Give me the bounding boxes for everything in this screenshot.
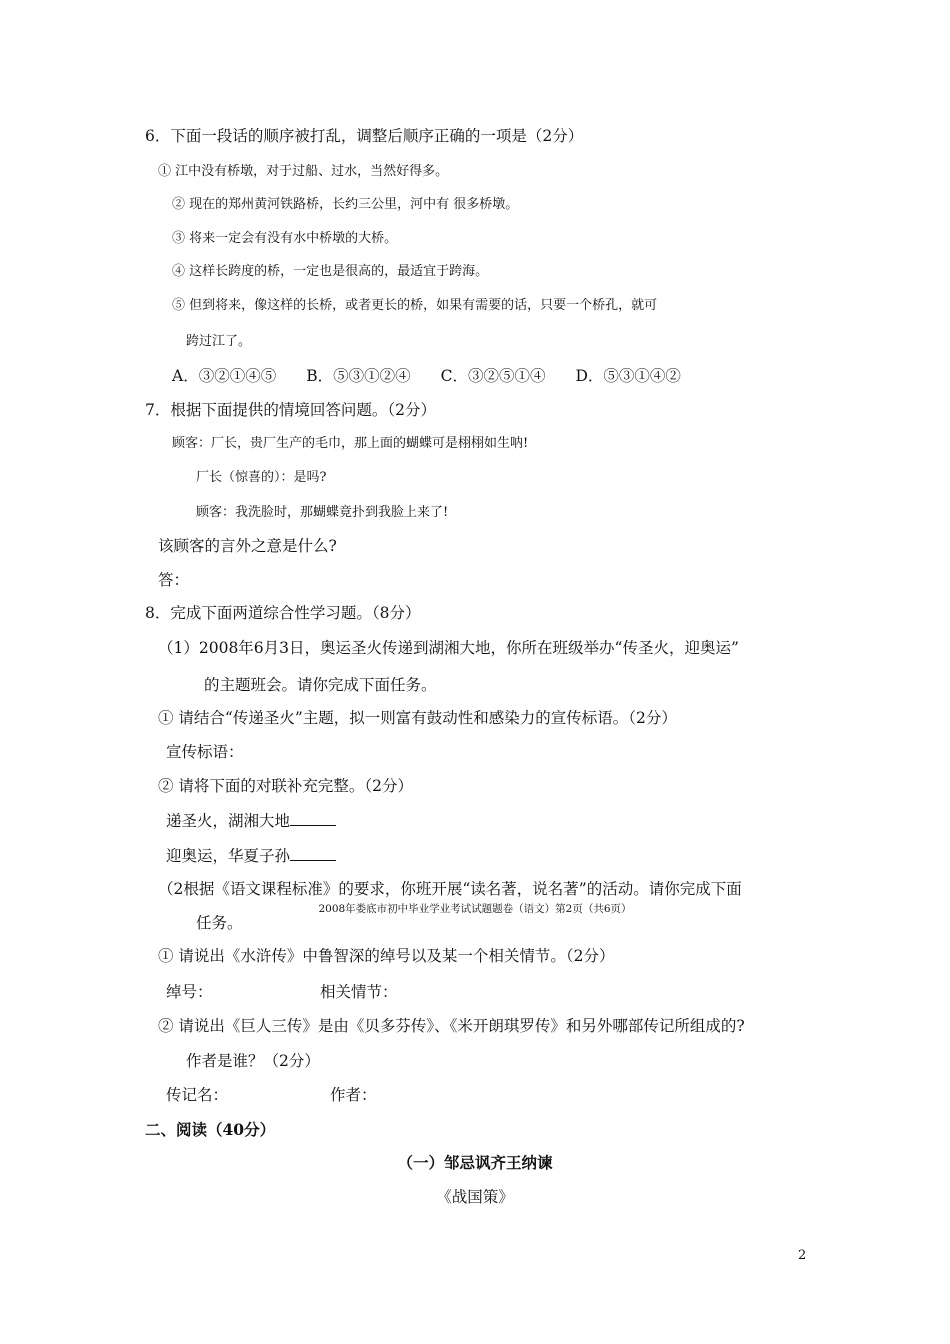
q8-task-4-cont: 作者是谁？（2分） bbox=[186, 1052, 320, 1070]
passage-title: （一）邹忌讽齐王纳谏 bbox=[397, 1153, 553, 1172]
page-number: 2 bbox=[798, 1248, 807, 1263]
q8-biography-label: 传记名： bbox=[166, 1086, 229, 1104]
q7-answer-label: 答： bbox=[158, 571, 190, 589]
q8-plot-label: 相关情节： bbox=[320, 983, 398, 1001]
q8-couplet-1-blank[interactable] bbox=[290, 811, 336, 826]
q7-stem: 7．根据下面提供的情境回答问题。（2分） bbox=[145, 401, 436, 419]
q8-task-2: ② 请将下面的对联补充完整。（2分） bbox=[158, 777, 414, 795]
q7-question: 该顾客的言外之意是什么? bbox=[158, 537, 337, 555]
q8-part1-intro: （1）2008年6月3日，奥运圣火传递到湖湘大地，你所在班级举办“传圣火，迎奥运” bbox=[158, 639, 739, 657]
q6-stem: 6．下面一段话的顺序被打乱，调整后顺序正确的一项是（2分） bbox=[145, 127, 584, 145]
q7-dialogue-1: 顾客：厂长，贵厂生产的毛巾，那上面的蝴蝶可是栩栩如生呐! bbox=[172, 436, 529, 451]
q6-sentence-1: ① 江中没有桥墩，对于过船、过水，当然好得多。 bbox=[158, 164, 449, 179]
passage-source: 《战国策》 bbox=[436, 1188, 514, 1206]
q8-part2-intro-cont: 任务。 bbox=[196, 914, 243, 932]
q6-options bbox=[172, 366, 711, 386]
q8-author-label: 作者： bbox=[330, 1086, 377, 1104]
q8-task-4: ② 请说出《巨人三传》是由《贝多芬传》、《米开朗琪罗传》和另外哪部传记所组成的? bbox=[158, 1017, 745, 1035]
q6-option-c: C．③②⑤①④ bbox=[440, 367, 546, 385]
q8-couplet-2 bbox=[166, 846, 336, 866]
q7-dialogue-3: 顾客：我洗脸时，那蝴蝶竟扑到我脸上来了! bbox=[196, 505, 449, 520]
section-heading: 二、阅读（40分） bbox=[145, 1120, 276, 1139]
q6-option-b: B．⑤③①②④ bbox=[306, 367, 411, 385]
q6-option-a: A．③②①④⑤ bbox=[172, 367, 277, 385]
q8-part1-intro-cont: 的主题班会。请你完成下面任务。 bbox=[204, 676, 437, 694]
q7-dialogue-2: 厂长（惊喜的）：是吗? bbox=[196, 470, 327, 485]
q8-part2-intro: （2根据《语文课程标准》的要求，你班开展“读名著，说名著”的活动。请你完成下面 bbox=[158, 880, 742, 898]
q6-sentence-2: ② 现在的郑州黄河铁路桥，长约三公里，河中有 很多桥墩。 bbox=[172, 197, 519, 212]
q8-couplet-1 bbox=[166, 811, 336, 831]
q8-slogan-label: 宣传标语： bbox=[166, 743, 244, 761]
q8-nickname-label: 绰号： bbox=[166, 983, 213, 1001]
q8-task-3: ① 请说出《水浒传》中鲁智深的绰号以及某一个相关情节。（2分） bbox=[158, 947, 615, 965]
q6-sentence-5: ⑤ 但到将来，像这样的长桥，或者更长的桥，如果有需要的话，只要一个桥孔，就可 bbox=[172, 298, 658, 313]
q8-couplet-2-text: 迎奥运，华夏子孙 bbox=[166, 847, 291, 865]
q8-task-1: ① 请结合“传递圣火”主题，拟一则富有鼓动性和感染力的宣传标语。（2分） bbox=[158, 709, 677, 727]
q6-sentence-5-cont: 跨过江了。 bbox=[186, 334, 252, 349]
page-footer: 2008年娄底市初中毕业学业考试试题题卷（语文）第2页（共6页） bbox=[318, 903, 632, 915]
q6-sentence-3: ③ 将来一定会有没有水中桥墩的大桥。 bbox=[172, 231, 398, 246]
q8-couplet-2-blank[interactable] bbox=[290, 846, 336, 861]
q6-sentence-4: ④ 这样长跨度的桥，一定也是很高的，最适宜于跨海。 bbox=[172, 264, 489, 279]
q8-stem: 8．完成下面两道综合性学习题。（8分） bbox=[145, 604, 421, 622]
q6-option-d: D．⑤③①④② bbox=[575, 367, 681, 385]
q8-couplet-1-text: 递圣火，湖湘大地 bbox=[166, 812, 291, 830]
